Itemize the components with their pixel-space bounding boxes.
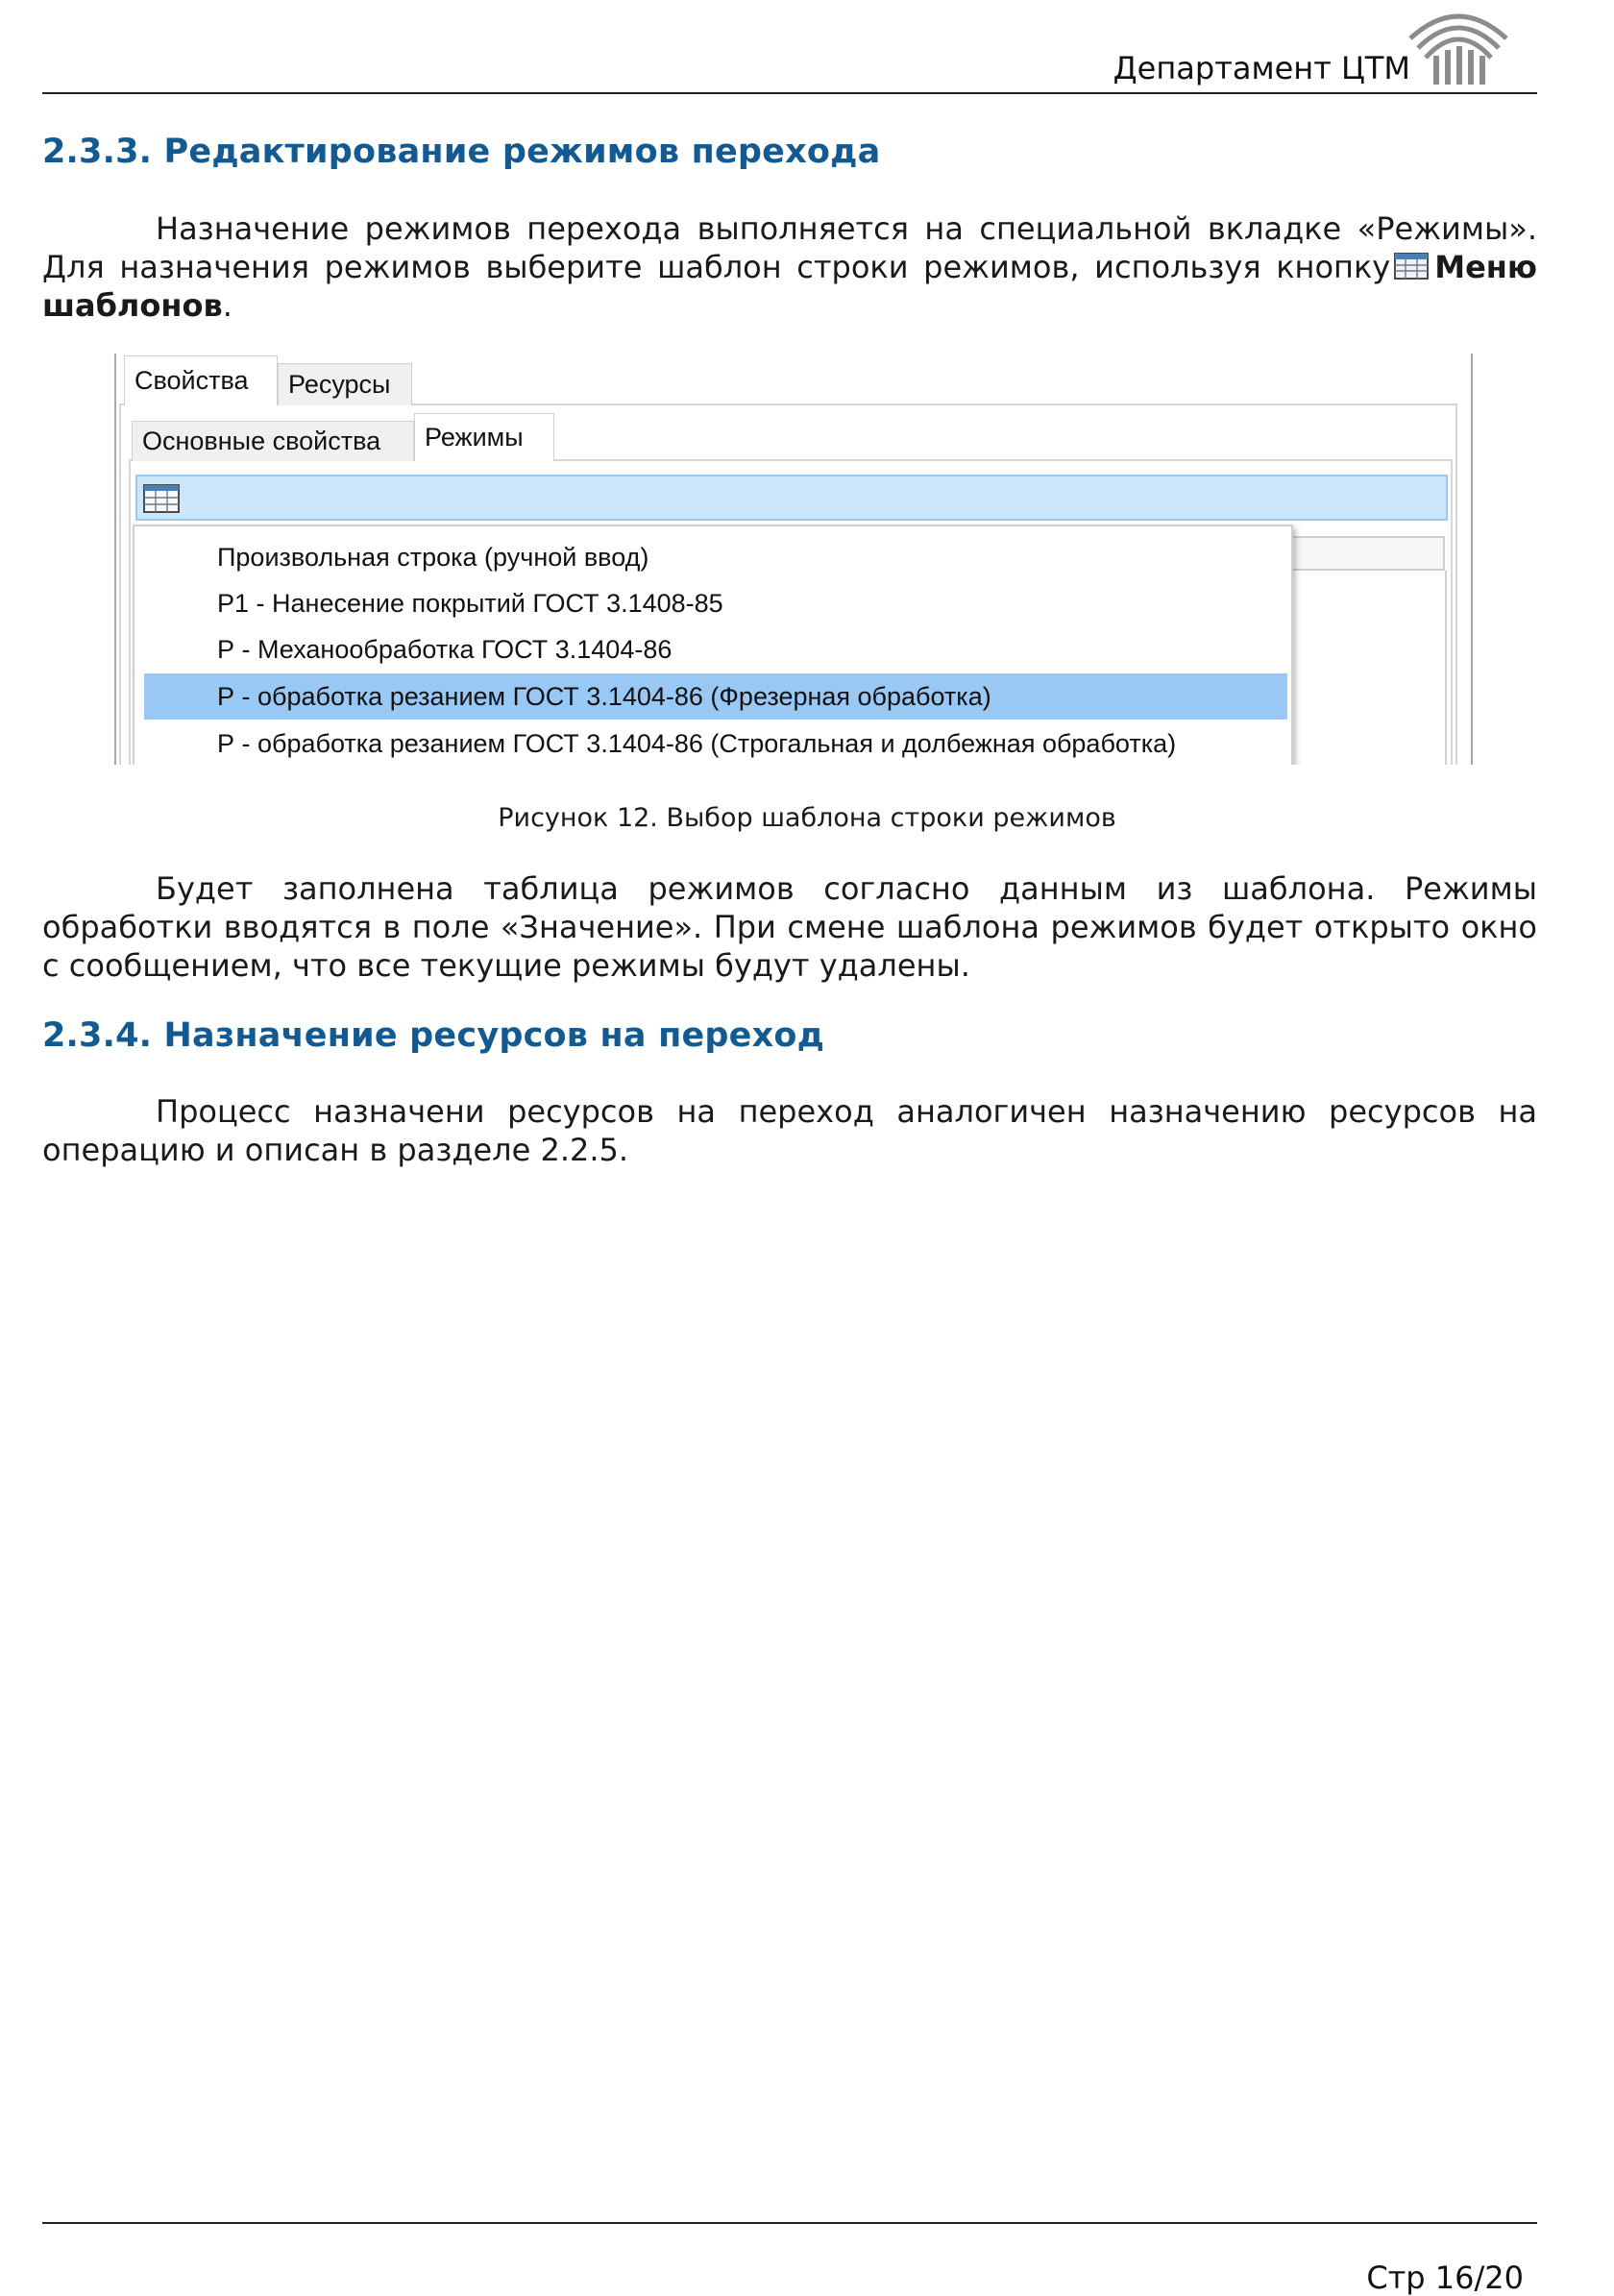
section-234-title: 2.3.4. Назначение ресурсов на переход [42,1016,825,1055]
section-233-text: Назначение режимов перехода выполняется на специальной вкладке «Режимы». Для назначения режимов выберите шаблон строки режимов, используя кнопку [42,210,1537,285]
figure-modes-screenshot [114,354,1473,765]
section-234-paragraph: Процесс назначени ресурсов на переход аналогичен назначению ресурсов на операцию и описан в разделе 2.2.5. [42,1093,1537,1168]
section-233-title: 2.3.3. Редактирование режимов перехода [42,133,881,171]
figure-caption: Рисунок 12. Выбор шаблона строки режимов [498,803,1116,833]
grid-body [1293,571,1447,765]
tab-main-properties[interactable]: Основные свойства [132,421,414,461]
page-number: Стр 16/20 [1366,2259,1524,2296]
modes-toolbar [135,475,1448,521]
footer-rule [42,2222,1537,2224]
tab-modes[interactable]: Режимы [414,413,554,461]
templates-menu-button[interactable] [143,484,180,513]
section-233-paragraph: Назначение режимов перехода выполняется на специальной вкладке «Режимы». Для назначения режимов выберите шаблон строки режимов, используя кнопку Меню шаблонов. [42,210,1537,324]
templates-dropdown [133,525,1293,765]
tab-resources[interactable]: Ресурсы [278,363,412,405]
menu-templates-label-2: шаблонов [42,287,223,324]
ctm-logo-icon [1405,0,1512,88]
dropdown-item-selected[interactable]: Р - обработка резанием ГОСТ 3.1404-86 (Фрезерная обработка) [144,673,1287,720]
menu-templates-label-1: Меню [1434,249,1537,285]
templates-menu-icon [1394,253,1429,280]
header-department: Департамент ЦТМ [1113,50,1410,86]
dropdown-item[interactable]: Р - обработка резанием ГОСТ 3.1404-86 (Строгальная и долбежная обработка) [217,728,1177,758]
tab-properties[interactable]: Свойства [124,355,278,405]
grid-header [1293,536,1445,571]
dropdown-item[interactable]: Р1 - Нанесение покрытий ГОСТ 3.1408-85 [217,588,723,618]
dropdown-item[interactable]: Р - Механообработка ГОСТ 3.1404-86 [217,634,672,664]
paragraph-after-figure: Будет заполнена таблица режимов согласно данным из шаблона. Режимы обработки вводятся в поле «Значение». При смене шаблона режимов будет открыто окно с сообщением, что все текущие режимы будут удалены. [42,870,1537,984]
header-rule [42,92,1537,94]
dropdown-item[interactable]: Произвольная строка (ручной ввод) [217,542,649,572]
